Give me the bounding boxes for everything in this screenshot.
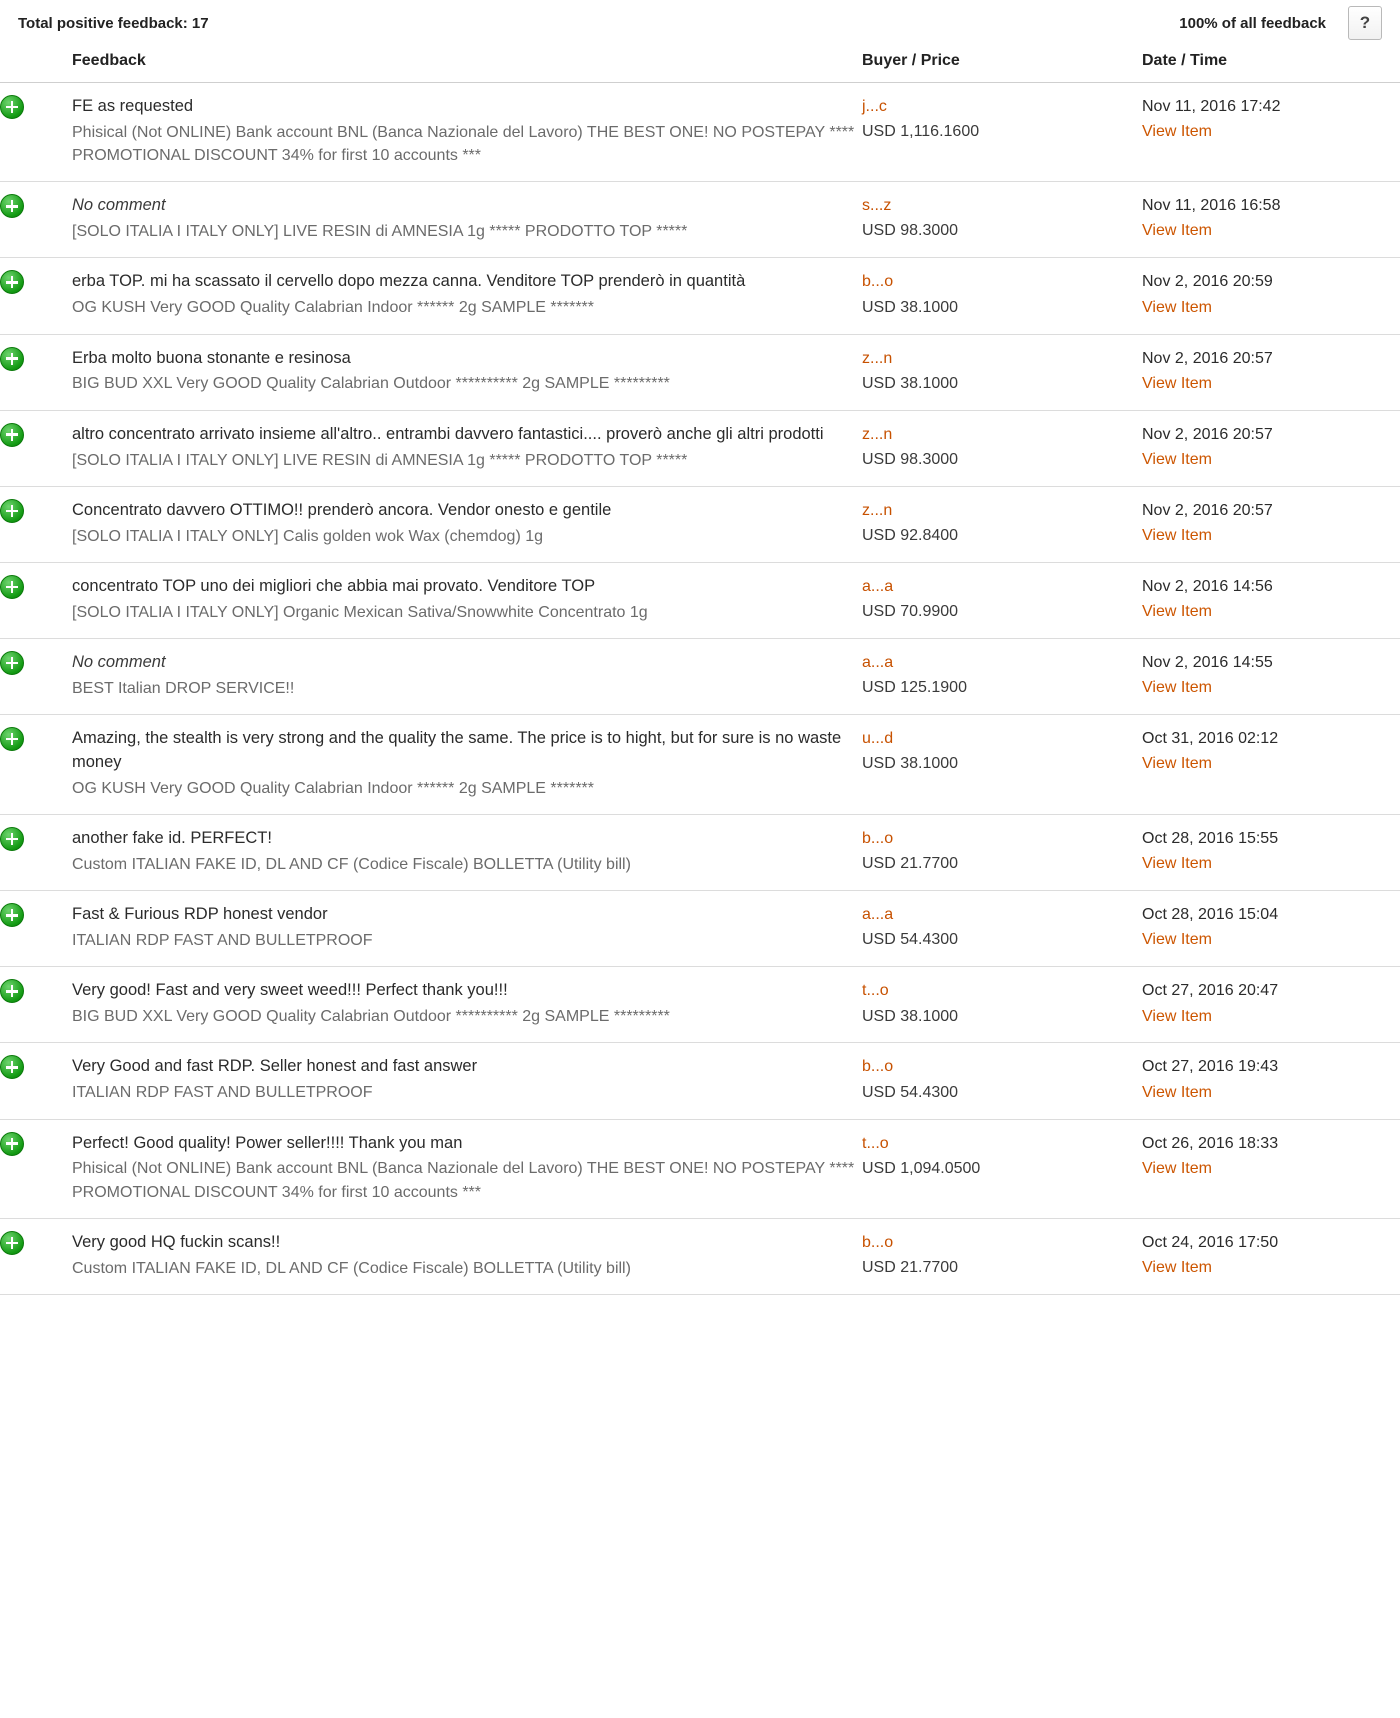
price-value: USD 38.1000 <box>862 755 959 773</box>
buyer-price-cell <box>862 1043 1142 1119</box>
feedback-item-title: [SOLO ITALIA I ITALY ONLY] LIVE RESIN di AMNESIA 1g ***** PRODOTTO TOP ***** <box>72 223 688 241</box>
buyer-price-cell <box>862 1218 1142 1294</box>
table-row <box>0 83 1400 182</box>
feedback-cell <box>72 1218 862 1294</box>
feedback-cell <box>72 182 862 258</box>
feedback-cell <box>72 891 862 967</box>
table-row <box>0 258 1400 334</box>
buyer-price-cell <box>862 83 1142 182</box>
feedback-comment: concentrato TOP uno dei migliori che abbia mai provato. Venditore TOP <box>72 576 596 595</box>
feedback-cell <box>72 410 862 486</box>
date-time-cell <box>1142 334 1400 410</box>
feedback-comment: No comment <box>72 196 166 215</box>
feedback-date: Nov 2, 2016 20:57 <box>1142 425 1273 443</box>
column-header-buyer-price: Buyer / Price <box>862 44 1142 83</box>
buyer-name[interactable]: a...a <box>862 577 894 595</box>
feedback-item-title: Custom ITALIAN FAKE ID, DL AND CF (Codice Fiscale) BOLLETTA (Utility bill) <box>72 1259 631 1277</box>
feedback-cell <box>72 715 862 815</box>
positive-feedback-icon <box>0 1055 24 1079</box>
feedback-cell <box>72 334 862 410</box>
table-row <box>0 891 1400 967</box>
date-time-cell <box>1142 486 1400 562</box>
table-row <box>0 334 1400 410</box>
buyer-price-cell <box>862 410 1142 486</box>
price-value: USD 21.7700 <box>862 855 959 873</box>
feedback-date: Oct 27, 2016 20:47 <box>1142 982 1279 1000</box>
buyer-name[interactable]: z...n <box>862 501 893 519</box>
feedback-item-title: Custom ITALIAN FAKE ID, DL AND CF (Codice Fiscale) BOLLETTA (Utility bill) <box>72 856 631 874</box>
table-row <box>0 410 1400 486</box>
rating-cell <box>0 562 72 638</box>
buyer-price-cell <box>862 815 1142 891</box>
rating-cell <box>0 486 72 562</box>
price-value: USD 98.3000 <box>862 450 959 468</box>
feedback-date: Nov 11, 2016 17:42 <box>1142 98 1281 115</box>
feedback-cell <box>72 486 862 562</box>
buyer-name[interactable]: j...c <box>862 98 887 115</box>
help-icon[interactable]: ? <box>1348 6 1382 40</box>
buyer-price-cell <box>862 486 1142 562</box>
feedback-comment: erba TOP. mi ha scassato il cervello dopo mezza canna. Venditore TOP prenderò in quantità <box>72 272 746 291</box>
rating-cell <box>0 83 72 182</box>
date-time-cell <box>1142 638 1400 714</box>
price-value: USD 21.7700 <box>862 1259 959 1277</box>
date-time-cell <box>1142 182 1400 258</box>
positive-feedback-icon <box>0 194 24 218</box>
price-value: USD 98.3000 <box>862 222 959 240</box>
feedback-item-title: BIG BUD XXL Very GOOD Quality Calabrian Outdoor ********** 2g SAMPLE ********* <box>72 1008 670 1026</box>
feedback-date: Oct 31, 2016 02:12 <box>1142 730 1279 748</box>
buyer-name[interactable]: z...n <box>862 349 893 367</box>
feedback-item-title: OG KUSH Very GOOD Quality Calabrian Indoor ****** 2g SAMPLE ******* <box>72 779 595 797</box>
date-time-cell <box>1142 815 1400 891</box>
positive-feedback-icon <box>0 903 24 927</box>
table-row <box>0 638 1400 714</box>
feedback-date: Oct 26, 2016 18:33 <box>1142 1134 1279 1152</box>
feedback-comment: Very Good and fast RDP. Seller honest and fast answer <box>72 1057 478 1076</box>
price-value: USD 92.8400 <box>862 526 959 544</box>
table-row <box>0 715 1400 815</box>
price-value: USD 54.4300 <box>862 931 959 949</box>
positive-feedback-icon <box>0 499 24 523</box>
view-item-link[interactable]: View Item <box>1142 1259 1212 1277</box>
positive-feedback-icon <box>0 827 24 851</box>
feedback-cell <box>72 638 862 714</box>
date-time-cell <box>1142 891 1400 967</box>
buyer-name[interactable]: b...o <box>862 1058 894 1076</box>
price-value: USD 38.1000 <box>862 374 959 392</box>
positive-feedback-icon <box>0 95 24 119</box>
view-item-link[interactable]: View Item <box>1142 855 1212 873</box>
buyer-price-cell <box>862 891 1142 967</box>
rating-cell <box>0 815 72 891</box>
feedback-date: Oct 27, 2016 19:43 <box>1142 1058 1279 1076</box>
date-time-cell <box>1142 715 1400 815</box>
rating-cell <box>0 715 72 815</box>
feedback-comment: altro concentrato arrivato insieme all'altro.. entrambi davvero fantastici.... proverò anche gli altri prodotti <box>72 424 824 443</box>
date-time-cell <box>1142 1218 1400 1294</box>
view-item-link[interactable]: View Item <box>1142 931 1212 949</box>
rating-cell <box>0 638 72 714</box>
feedback-item-title: OG KUSH Very GOOD Quality Calabrian Indoor ****** 2g SAMPLE ******* <box>72 299 595 317</box>
date-time-cell <box>1142 1043 1400 1119</box>
rating-cell <box>0 1119 72 1218</box>
rating-cell <box>0 891 72 967</box>
feedback-cell <box>72 1043 862 1119</box>
price-value: USD 54.4300 <box>862 1083 959 1101</box>
feedback-comment: Very good! Fast and very sweet weed!!! Perfect thank you!!! <box>72 981 508 1000</box>
view-item-link[interactable]: View Item <box>1142 755 1212 773</box>
feedback-item-title: [SOLO ITALIA I ITALY ONLY] Calis golden wok Wax (chemdog) 1g <box>72 527 544 545</box>
view-item-link[interactable]: View Item <box>1142 123 1212 141</box>
feedback-item-title: Phisical (Not ONLINE) Bank account BNL (Banca Nazionale del Lavoro) THE BEST ONE! NO POSTEPAY **** PROMOTIONAL DISCOUNT 34% for first 10 accounts *** <box>72 123 855 165</box>
buyer-price-cell <box>862 182 1142 258</box>
feedback-date: Nov 2, 2016 20:57 <box>1142 349 1273 367</box>
buyer-price-cell <box>862 715 1142 815</box>
view-item-link[interactable]: View Item <box>1142 1083 1212 1101</box>
feedback-item-title: Phisical (Not ONLINE) Bank account BNL (Banca Nazionale del Lavoro) THE BEST ONE! NO POSTEPAY **** PROMOTIONAL DISCOUNT 34% for first 10 accounts *** <box>72 1160 855 1201</box>
date-time-cell <box>1142 410 1400 486</box>
buyer-price-cell <box>862 967 1142 1043</box>
buyer-name[interactable]: t...o <box>862 1134 889 1152</box>
feedback-date: Oct 28, 2016 15:55 <box>1142 830 1279 848</box>
date-time-cell <box>1142 967 1400 1043</box>
date-time-cell <box>1142 1119 1400 1218</box>
buyer-price-cell <box>862 334 1142 410</box>
column-header-feedback: Feedback <box>72 44 862 83</box>
positive-feedback-icon <box>0 651 24 675</box>
buyer-name[interactable]: b...o <box>862 273 894 291</box>
buyer-name[interactable]: s...z <box>862 197 892 215</box>
price-value: USD 1,094.0500 <box>862 1159 981 1177</box>
positive-feedback-icon <box>0 727 24 751</box>
view-item-link[interactable]: View Item <box>1142 374 1212 392</box>
feedback-comment: Fast & Furious RDP honest vendor <box>72 905 328 924</box>
price-value: USD 1,116.1600 <box>862 123 980 141</box>
feedback-table-body <box>0 83 1400 1295</box>
buyer-price-cell <box>862 258 1142 334</box>
table-row <box>0 1043 1400 1119</box>
buyer-name[interactable]: t...o <box>862 982 889 1000</box>
feedback-cell <box>72 562 862 638</box>
feedback-cell <box>72 1119 862 1218</box>
buyer-name[interactable]: z...n <box>862 425 893 443</box>
positive-feedback-icon <box>0 270 24 294</box>
positive-feedback-icon <box>0 1231 24 1255</box>
buyer-name[interactable]: b...o <box>862 830 894 848</box>
feedback-table <box>0 44 1400 1295</box>
rating-cell <box>0 410 72 486</box>
date-time-cell <box>1142 562 1400 638</box>
positive-feedback-icon <box>0 423 24 447</box>
feedback-cell <box>72 258 862 334</box>
feedback-date: Nov 2, 2016 20:59 <box>1142 273 1273 291</box>
positive-feedback-icon <box>0 979 24 1003</box>
feedback-item-title: [SOLO ITALIA I ITALY ONLY] Organic Mexican Sativa/Snowwhite Concentrato 1g <box>72 603 648 621</box>
feedback-comment: Concentrato davvero OTTIMO!! prenderò ancora. Vendor onesto e gentile <box>72 500 612 519</box>
buyer-price-cell <box>862 1119 1142 1218</box>
buyer-name[interactable]: a...a <box>862 906 894 924</box>
feedback-date: Nov 11, 2016 16:58 <box>1142 197 1281 215</box>
table-row <box>0 182 1400 258</box>
price-value: USD 38.1000 <box>862 298 959 316</box>
table-row <box>0 967 1400 1043</box>
buyer-price-cell <box>862 638 1142 714</box>
table-row <box>0 562 1400 638</box>
positive-feedback-icon <box>0 347 24 371</box>
feedback-cell <box>72 815 862 891</box>
rating-cell <box>0 967 72 1043</box>
rating-cell <box>0 182 72 258</box>
feedback-summary-bar <box>0 0 1400 44</box>
feedback-comment: Very good HQ fuckin scans!! <box>72 1232 281 1251</box>
percent-of-all-feedback-label: 100% of all feedback <box>1179 14 1326 32</box>
feedback-date: Oct 24, 2016 17:50 <box>1142 1233 1279 1251</box>
feedback-item-title: ITALIAN RDP FAST AND BULLETPROOF <box>72 932 373 950</box>
buyer-price-cell <box>862 562 1142 638</box>
view-item-link[interactable]: View Item <box>1142 222 1212 240</box>
feedback-item-title: [SOLO ITALIA I ITALY ONLY] LIVE RESIN di AMNESIA 1g ***** PRODOTTO TOP ***** <box>72 451 688 469</box>
view-item-link[interactable]: View Item <box>1142 526 1212 544</box>
summary-right-group <box>1179 6 1382 40</box>
view-item-link[interactable]: View Item <box>1142 1159 1212 1177</box>
buyer-name[interactable]: a...a <box>862 653 894 671</box>
feedback-comment: Erba molto buona stonante e resinosa <box>72 348 351 367</box>
price-value: USD 125.1900 <box>862 679 967 697</box>
column-header-rating <box>0 44 72 83</box>
feedback-cell <box>72 967 862 1043</box>
table-row <box>0 486 1400 562</box>
view-item-link[interactable]: View Item <box>1142 298 1212 316</box>
price-value: USD 70.9900 <box>862 603 959 621</box>
rating-cell <box>0 1043 72 1119</box>
positive-feedback-icon <box>0 1132 24 1156</box>
feedback-item-title: BEST Italian DROP SERVICE!! <box>72 679 295 697</box>
rating-cell <box>0 258 72 334</box>
feedback-comment: FE as requested <box>72 97 194 115</box>
date-time-cell <box>1142 258 1400 334</box>
table-row <box>0 1119 1400 1218</box>
feedback-item-title: ITALIAN RDP FAST AND BULLETPROOF <box>72 1084 373 1102</box>
price-value: USD 38.1000 <box>862 1007 959 1025</box>
feedback-comment: No comment <box>72 652 166 671</box>
date-time-cell <box>1142 83 1400 182</box>
view-item-link[interactable]: View Item <box>1142 1007 1212 1025</box>
total-positive-feedback-label: Total positive feedback: 17 <box>18 14 209 32</box>
column-header-date-time: Date / Time <box>1142 44 1400 83</box>
buyer-name[interactable]: u...d <box>862 730 894 748</box>
feedback-table-header <box>0 44 1400 83</box>
feedback-item-title: BIG BUD XXL Very GOOD Quality Calabrian Outdoor ********** 2g SAMPLE ********* <box>72 375 670 393</box>
view-item-link[interactable]: View Item <box>1142 603 1212 621</box>
view-item-link[interactable]: View Item <box>1142 450 1212 468</box>
feedback-date: Nov 2, 2016 14:55 <box>1142 653 1273 671</box>
feedback-date: Oct 28, 2016 15:04 <box>1142 906 1279 924</box>
feedback-date: Nov 2, 2016 20:57 <box>1142 501 1273 519</box>
view-item-link[interactable]: View Item <box>1142 679 1212 697</box>
table-row <box>0 815 1400 891</box>
rating-cell <box>0 1218 72 1294</box>
feedback-comment: Amazing, the stealth is very strong and the quality the same. The price is to hight, but for sure is no waste money <box>72 729 842 771</box>
feedback-date: Nov 2, 2016 14:56 <box>1142 577 1273 595</box>
feedback-comment: Perfect! Good quality! Power seller!!!! Thank you man <box>72 1133 463 1152</box>
table-row <box>0 1218 1400 1294</box>
positive-feedback-icon <box>0 575 24 599</box>
feedback-comment: another fake id. PERFECT! <box>72 829 272 848</box>
feedback-cell <box>72 83 862 182</box>
buyer-name[interactable]: b...o <box>862 1233 894 1251</box>
rating-cell <box>0 334 72 410</box>
